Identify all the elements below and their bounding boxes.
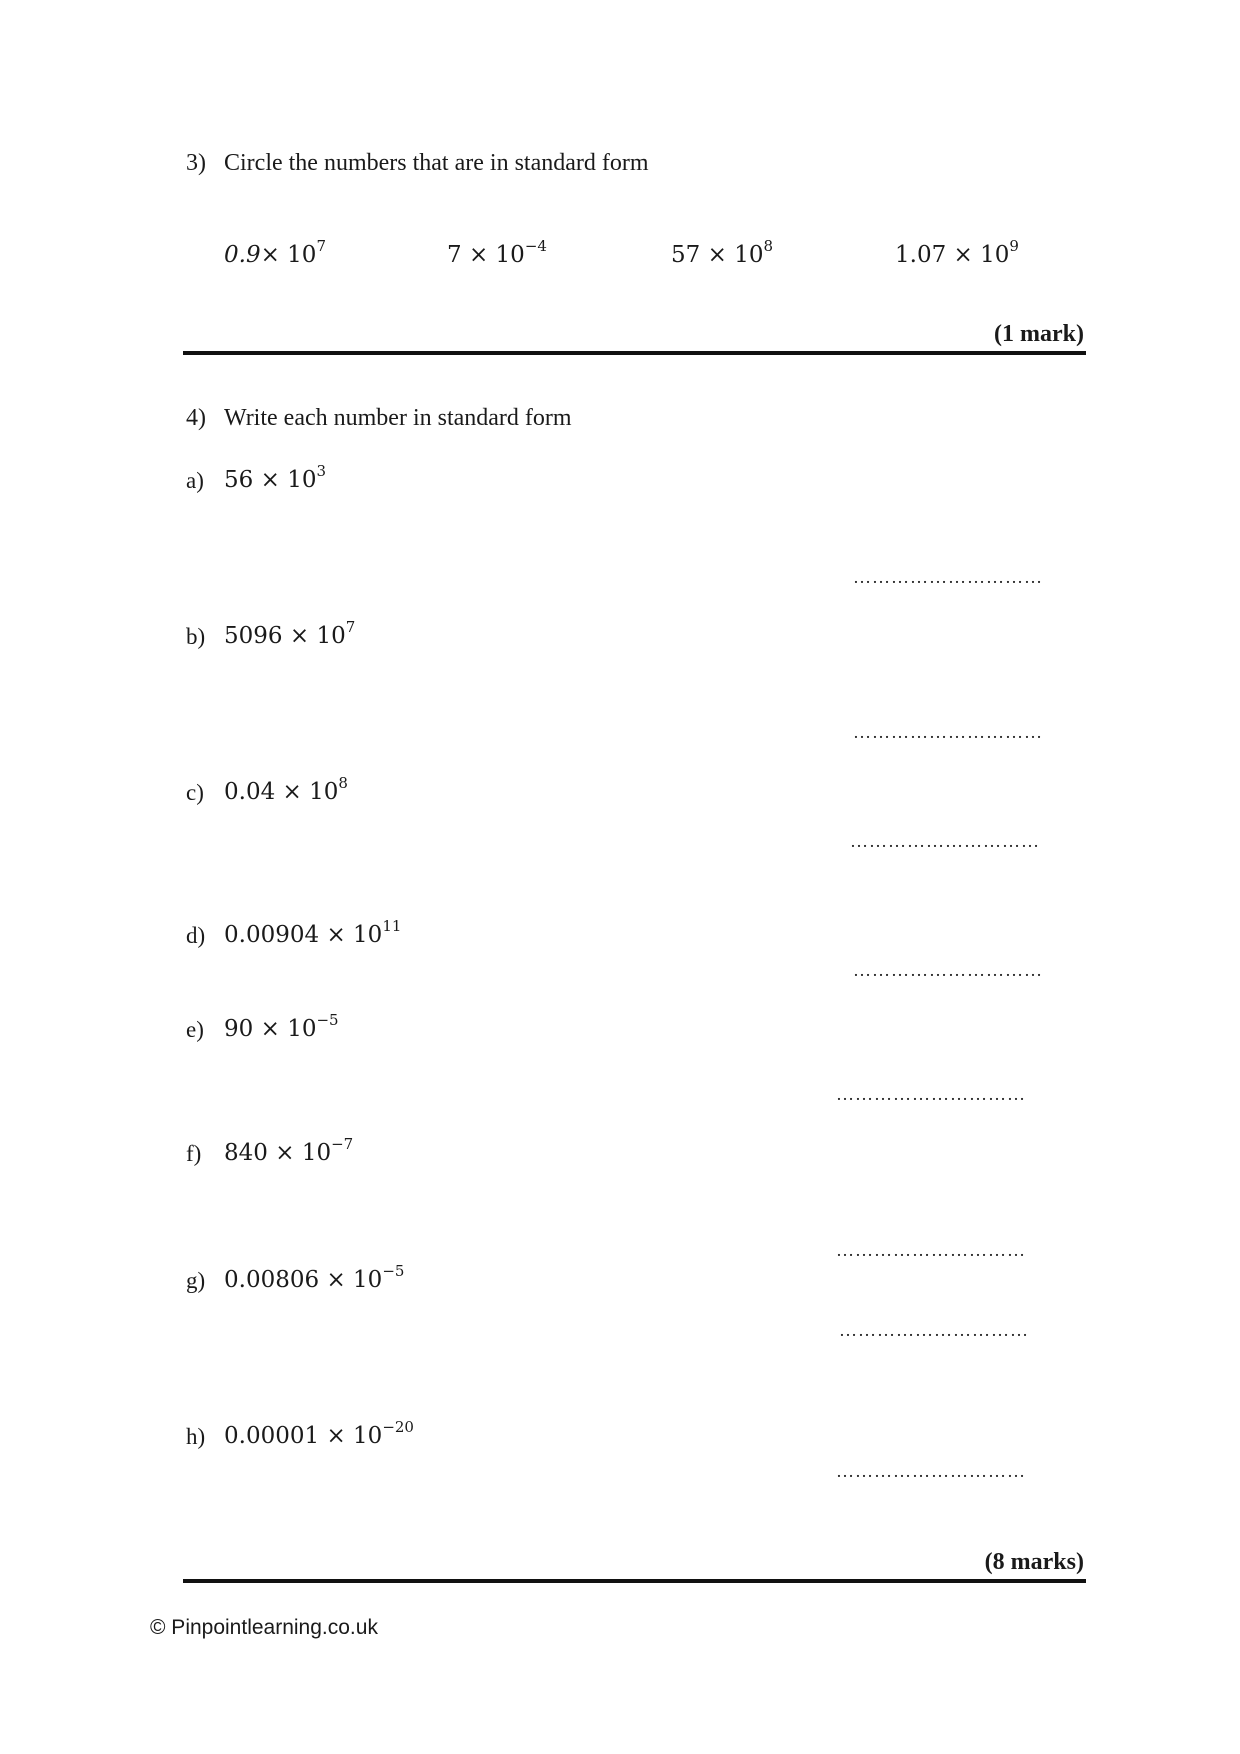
times-sign: × bbox=[953, 242, 973, 268]
times-sign: × bbox=[260, 1016, 280, 1042]
exponent: −5 bbox=[382, 1262, 405, 1280]
base: 10 bbox=[353, 922, 383, 948]
times-sign: × bbox=[260, 242, 280, 268]
q3-option-4[interactable] bbox=[895, 237, 1019, 268]
base: 10 bbox=[495, 242, 525, 268]
part-f-expression bbox=[224, 1135, 354, 1166]
part-g-label: g) bbox=[186, 1268, 206, 1293]
q3-number: 3) bbox=[186, 150, 206, 176]
base: 10 bbox=[287, 242, 317, 268]
exponent: 8 bbox=[763, 237, 774, 255]
part-b-answer-line[interactable]: ………………………… bbox=[853, 722, 1043, 742]
times-sign: × bbox=[468, 242, 489, 268]
coefficient: 57 bbox=[671, 242, 701, 268]
part-c-answer-line[interactable]: ………………………… bbox=[850, 831, 1040, 851]
base: 10 bbox=[734, 242, 764, 268]
times-sign: × bbox=[326, 1423, 346, 1449]
part-a-expression bbox=[224, 462, 327, 493]
coefficient: 5096 bbox=[224, 623, 283, 649]
base: 10 bbox=[353, 1423, 383, 1449]
q3-option-2[interactable] bbox=[447, 237, 547, 268]
part-h-answer-line[interactable]: ………………………… bbox=[836, 1461, 1026, 1481]
base: 10 bbox=[301, 1140, 332, 1166]
exponent: 11 bbox=[382, 917, 402, 935]
coefficient: 0.9 bbox=[224, 242, 261, 268]
coefficient: 7 bbox=[447, 242, 462, 268]
times-sign: × bbox=[326, 922, 346, 948]
coefficient: 1.07 bbox=[895, 242, 947, 268]
part-e-answer-line[interactable]: ………………………… bbox=[836, 1084, 1026, 1104]
part-d-label: d) bbox=[186, 923, 206, 948]
q3-option-1[interactable] bbox=[224, 237, 326, 268]
exponent: 9 bbox=[1009, 237, 1019, 255]
coefficient: 0.04 bbox=[224, 779, 276, 805]
q3-prompt: Circle the numbers that are in standard form bbox=[224, 150, 649, 176]
exponent: 3 bbox=[316, 462, 327, 480]
exponent: 7 bbox=[316, 237, 326, 255]
times-sign: × bbox=[326, 1267, 346, 1293]
part-b-label: b) bbox=[186, 624, 206, 649]
times-sign: × bbox=[260, 467, 280, 493]
part-d-answer-line[interactable]: ………………………… bbox=[853, 960, 1043, 980]
coefficient: 0.00806 bbox=[224, 1267, 320, 1293]
q3-option-3[interactable] bbox=[671, 237, 774, 268]
part-e-label: e) bbox=[186, 1017, 204, 1042]
part-c-label: c) bbox=[186, 780, 204, 805]
part-e-expression bbox=[224, 1011, 339, 1042]
part-a-answer-line[interactable]: ………………………… bbox=[853, 567, 1043, 587]
coefficient: 56 bbox=[224, 467, 254, 493]
exponent: 8 bbox=[338, 774, 348, 792]
exponent: −4 bbox=[524, 237, 547, 255]
part-f-answer-line[interactable]: ………………………… bbox=[836, 1240, 1026, 1260]
q4-divider bbox=[183, 1579, 1086, 1583]
exponent: −7 bbox=[331, 1135, 354, 1153]
coefficient: 90 bbox=[224, 1016, 254, 1042]
times-sign: × bbox=[282, 779, 302, 805]
base: 10 bbox=[287, 1016, 317, 1042]
q4-prompt: Write each number in standard form bbox=[224, 405, 572, 431]
base: 10 bbox=[980, 242, 1010, 268]
exponent: −20 bbox=[382, 1418, 414, 1436]
part-h-expression bbox=[224, 1418, 414, 1449]
q3-marks: (1 mark) bbox=[994, 321, 1084, 347]
base: 10 bbox=[316, 623, 346, 649]
exponent: −5 bbox=[316, 1011, 339, 1029]
q3-divider bbox=[183, 351, 1086, 355]
times-sign: × bbox=[275, 1140, 295, 1166]
times-sign: × bbox=[289, 623, 310, 649]
part-a-label: a) bbox=[186, 468, 204, 493]
q4-number: 4) bbox=[186, 405, 206, 431]
part-g-expression bbox=[224, 1262, 405, 1293]
part-c-expression bbox=[224, 774, 348, 805]
part-b-expression bbox=[224, 618, 356, 649]
times-sign: × bbox=[707, 242, 727, 268]
base: 10 bbox=[353, 1267, 383, 1293]
exponent: 7 bbox=[345, 618, 356, 636]
part-g-answer-line[interactable]: ………………………… bbox=[839, 1320, 1029, 1340]
coefficient: 0.00904 bbox=[224, 922, 320, 948]
q4-marks: (8 marks) bbox=[984, 1549, 1084, 1575]
coefficient: 0.00001 bbox=[224, 1423, 320, 1449]
part-d-expression bbox=[224, 917, 402, 948]
part-h-label: h) bbox=[186, 1424, 206, 1449]
base: 10 bbox=[309, 779, 339, 805]
part-f-label: f) bbox=[186, 1141, 202, 1166]
base: 10 bbox=[287, 467, 317, 493]
coefficient: 840 bbox=[224, 1140, 268, 1166]
copyright-footer: © Pinpointlearning.co.uk bbox=[150, 1616, 378, 1639]
